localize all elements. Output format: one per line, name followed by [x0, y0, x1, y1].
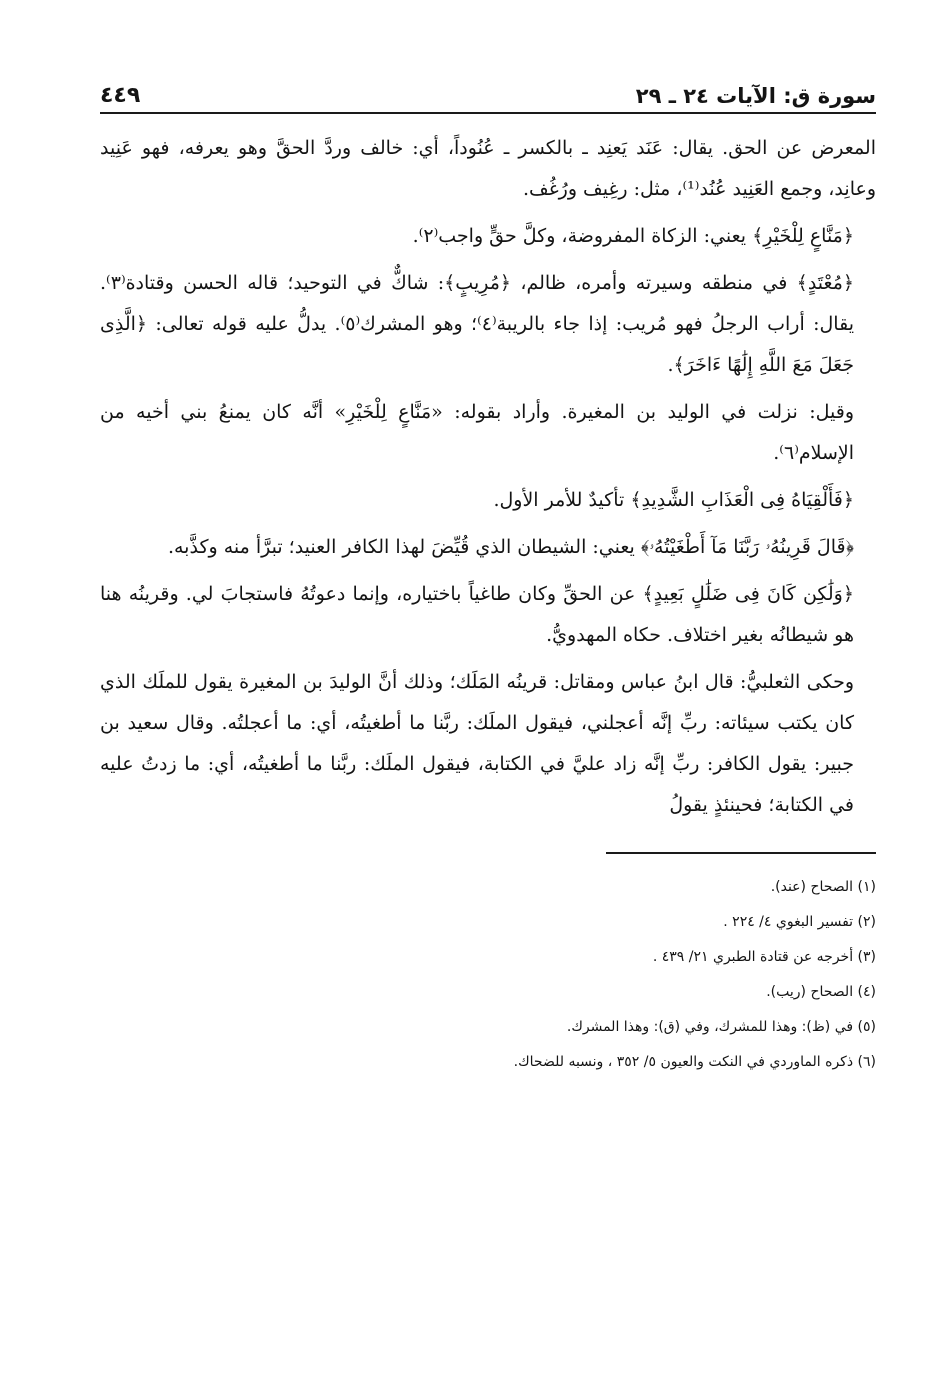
footnotes	[100, 870, 876, 1080]
page-number: ٤٤٩	[100, 83, 141, 108]
footnote: (٢) تفسير البغوي ٤/ ٢٢٤ .	[723, 914, 876, 930]
page-header	[100, 68, 876, 114]
paragraph: وقيل: نزلت في الوليد بن المغيرة. وأراد بقوله: «مَنَّاعٍ لِلْخَيْرِ» أنَّه كان يمنعُ بني أخيه من الإسلام⁽٦⁾.	[100, 401, 854, 464]
paragraph: وحكى الثعلبيُّ: قال ابنُ عباس ومقاتل: قرينُه المَلَك؛ وذلك أنَّ الوليدَ بن المغيرة يقول للملَك الذي كان يكتب سيئاته: ربِّ إنَّه أعجلني، فيقول الملَك: ربَّنا ما أطغيتُه، أي: ما أعجلتُه. وقال سعيد بن جبير: يقول الكافر: ربِّ إنَّه زاد عليَّ في الكتابة، فيقول الملَك: ربَّنا ما أطغيتُه، أي: ما زدتُ عليه في الكتابة؛ فحينئذٍ يقولُ	[100, 671, 854, 816]
footnote: (٦) ذكره الماوردي في النكت والعيون ٥/ ٣٥٢ ، ونسبه للضحاك.	[513, 1054, 876, 1070]
footnote: (٣) أخرجه عن قتادة الطبري ٢١/ ٤٣٩ .	[652, 949, 876, 965]
paragraph: ﴿وَلَٰكِن كَانَ فِى ضَلَٰلٍ بَعِيدٍ﴾ عن الحقِّ وكان طاغياً باختياره، وإنما دعوتُهُ فاستجابَ لي. وقرينُه هنا هو شيطانُه بغير اختلاف. حكاه المهدويُّ.	[100, 583, 854, 646]
footnote: (١) الصحاح (عند).	[770, 879, 876, 895]
paragraph: ﴿فَأَلْقِيَاهُ فِى الْعَذَابِ الشَّدِيدِ﴾ تأكيدٌ للأمر الأول.	[493, 489, 854, 511]
footnote: (٤) الصحاح (ريب).	[766, 984, 876, 1000]
footnote-divider	[606, 852, 876, 854]
paragraph: المعرض عن الحق. يقال: عَنَد يَعنِد ـ بالكسر ـ عُنُوداً، أي: خالف وردَّ الحقَّ وهو يعرفه، فهو عَنِيد وعانِد، وجمع العَنِيد عُنُد⁽¹⁾، مثل: رغِيف ورُغُف.	[100, 137, 876, 200]
paragraph: ﴿مُعْتَدٍ﴾ في منطقه وسيرته وأمره، ظالم، ﴿مُرِيبٍ﴾: شاكٌّ في التوحيد؛ قاله الحسن وقتادة⁽٣⁾. يقال: أراب الرجلُ فهو مُريب: إذا جاء بالريبة⁽٤⁾؛ وهو المشرك⁽٥⁾. يدلُّ عليه قوله تعالى: ﴿الَّذِى جَعَلَ مَعَ اللَّهِ إِلَٰهًا ءَاخَرَ﴾.	[100, 272, 854, 376]
paragraph: ﴿قَالَ قَرِينُهُۥ رَبَّنَا مَآ أَطْغَيْتُهُۥ﴾ يعني: الشيطان الذي قُيِّضَ لهذا الكافر العنيد؛ تبرَّأ منه وكذَّبه.	[167, 536, 854, 558]
running-title: سورة ق: الآيات ٢٤ ـ ٢٩	[635, 84, 876, 108]
footnote: (٥) في (ظ): وهذا للمشرك، وفي (ق): وهذا المشرك.	[566, 1019, 876, 1035]
main-text	[100, 128, 876, 826]
paragraph: ﴿مَنَّاعٍ لِلْخَيْرِ﴾ يعني: الزكاة المفروضة، وكلَّ حقٍّ واجب⁽٢⁾.	[412, 225, 854, 247]
